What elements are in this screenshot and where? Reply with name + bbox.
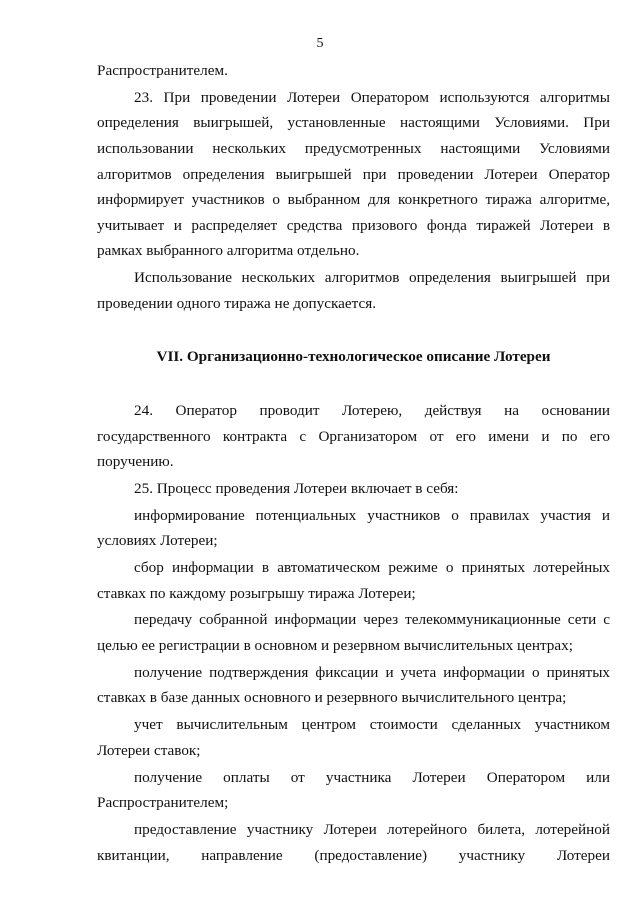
- paragraph-item-24: 24. Оператор проводит Лотерею, действуя на основании государственного контракта с Организатором от его имени и по его поручению.: [97, 401, 610, 471]
- list-item-accounting: учет вычислительным центром стоимости сделанных участником Лотереи ставок;: [97, 716, 610, 759]
- list-item-ticket-provision: предоставление участнику Лотереи лотерейного билета, лотерейной квитанции, направление (предоставление) участнику Лотереи: [97, 820, 610, 864]
- list-item-transfer: передачу собранной информации через телекоммуникационные сети с целью ее регистрации в основном и резервном вычислительных центрах;: [97, 611, 610, 654]
- section-heading: VII. Организационно-технологическое описание Лотереи: [156, 348, 551, 366]
- page-number: 5: [316, 36, 324, 51]
- list-item-confirmation: получение подтверждения фиксации и учета информации о принятых ставках в базе данных основного и резервного вычислительного центра;: [97, 663, 610, 707]
- list-item-informing: информирование потенциальных участников о правилах участия и условиях Лотереи;: [97, 506, 610, 550]
- paragraph-continuation: Распространителем.: [97, 62, 228, 79]
- list-item-collecting: сбор информации в автоматическом режиме о принятых лотерейных ставках по каждому розыгрышу тиража Лотереи;: [97, 559, 610, 602]
- paragraph-item-25: 25. Процесс проведения Лотереи включает в себя:: [134, 479, 459, 497]
- document-body: [97, 58, 610, 869]
- paragraph-multiple-algorithms: Использование нескольких алгоритмов определения выигрышей при проведении одного тиража не допускается.: [97, 269, 610, 312]
- list-item-payment: получение оплаты от участника Лотереи Оператором или Распространителем;: [97, 768, 610, 812]
- paragraph-item-23: 23. При проведении Лотереи Оператором используются алгоритмы определения выигрышей, установленные настоящими Условиями. При использовании нескольких предусмотренных настоящими Условиями алгоритмов определения выигрышей при проведении Лотереи Оператор информирует участников о выбранном для конкретного тиража алгоритме, учитывает и распределяет средства призового фонда тиражей Лотереи в рамках выбранного алгоритма отдельно.: [97, 88, 610, 260]
